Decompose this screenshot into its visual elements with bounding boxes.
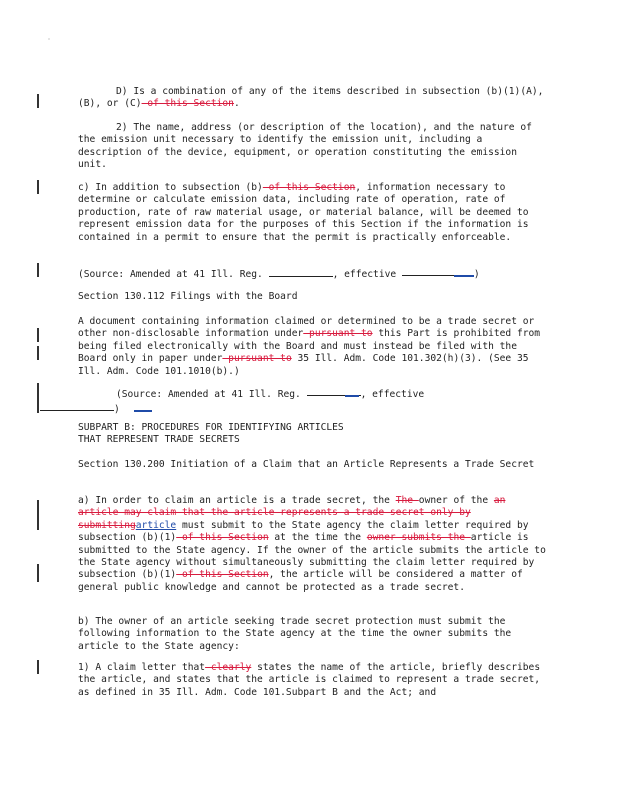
text-span: must submit to the State agency the claim letter required by subsection (b)(1) bbox=[78, 519, 529, 544]
text-span: , information necessary to determine or calculate emission data, including rate of operation, rate of production, rate of raw material usage, or material balance, will be deemed to represent emission data for the purposes of this Section if the information is contained in a permit to ensure that the permit is practically enforceable. bbox=[78, 182, 529, 243]
deleted-text: The bbox=[395, 495, 419, 506]
text-span: , effective bbox=[332, 269, 402, 280]
text-span: SUBPART B: PROCEDURES FOR IDENTIFYING ARTICLES bbox=[78, 422, 344, 433]
blank-line bbox=[269, 267, 333, 277]
revision-bar bbox=[37, 564, 39, 582]
section-heading bbox=[78, 459, 548, 471]
text-span: states the name of the article, briefly describes the article, and states that the article is claimed to represent a trade secret, as defined in 35 Ill. Adm. Code 101.Subpart B and the Act; and bbox=[78, 662, 541, 698]
blank-line bbox=[40, 401, 114, 411]
section-heading bbox=[78, 291, 548, 303]
paragraph-c bbox=[78, 182, 548, 244]
paragraph-d bbox=[78, 86, 548, 111]
text-span: (Source: Amended at 41 Ill. Reg. bbox=[116, 389, 307, 400]
text-span: (Source: Amended at 41 Ill. Reg. bbox=[78, 269, 269, 280]
revision-bar bbox=[37, 500, 39, 530]
deleted-text: owner submits the bbox=[366, 532, 471, 544]
blank-line bbox=[402, 266, 474, 276]
text-span: Section 130.112 Filings with the Board bbox=[78, 291, 298, 302]
deleted-text: pursuant to bbox=[222, 353, 292, 365]
text-span: 1) A claim letter that bbox=[78, 662, 206, 673]
revision-bar bbox=[37, 660, 39, 674]
blank-line bbox=[307, 386, 361, 396]
revision-bar bbox=[37, 346, 39, 360]
source-note bbox=[78, 386, 548, 417]
text-span: b) The owner of an article seeking trade secret protection must submit the following information to the State agency at the time the owner submits the article to the State agency: bbox=[78, 616, 512, 652]
source-note bbox=[78, 266, 548, 281]
deleted-text: of this Section bbox=[176, 569, 269, 581]
text-span: D) Is a combination of any of the items described in subsection (b)(1)(A), (B), or (C) bbox=[78, 86, 544, 110]
text-span: . bbox=[233, 98, 240, 110]
text-span: ) bbox=[114, 404, 120, 416]
text-span: 35 Ill. Adm. Code 101.302(h)(3). (See 35 Ill. Adm. Code 101.1010(b).) bbox=[78, 353, 529, 377]
scan-speck bbox=[48, 38, 50, 40]
revision-bar bbox=[37, 328, 39, 342]
paragraph-a bbox=[78, 495, 548, 594]
inserted-text: article bbox=[135, 519, 177, 531]
text-span: Section 130.200 Initiation of a Claim that an Article Represents a Trade Secret bbox=[78, 459, 535, 470]
text-span: 2) The name, address (or description of the location), and the nature of the emission unit necessary to identify the emission unit, including a description of the device, equipment, or operation constituting the emission unit. bbox=[78, 122, 532, 171]
text-span: THAT REPRESENT TRADE SECRETS bbox=[78, 434, 240, 446]
revision-bar bbox=[37, 180, 39, 194]
revision-bar bbox=[37, 263, 39, 277]
revision-bar bbox=[37, 94, 39, 108]
deleted-text: of this Section bbox=[262, 182, 356, 193]
deleted-text: of this Section bbox=[141, 98, 234, 110]
subpart-heading bbox=[78, 422, 548, 447]
paragraph-filings bbox=[78, 316, 548, 378]
text-span: a) In order to claim an article is a trade secret, the bbox=[78, 495, 396, 506]
text-span: , effective bbox=[360, 389, 425, 400]
text-span: , the article will be considered a matter of general public knowledge and cannot be protected as a trade secret. bbox=[78, 569, 523, 593]
revision-bar bbox=[37, 383, 39, 413]
text-span: at the time the bbox=[268, 532, 367, 544]
paragraph-b bbox=[78, 616, 548, 653]
text-span: A document containing information claimed or determined to be a trade secret or other non-disclosable information under bbox=[78, 316, 535, 340]
text-span: this Part is prohibited from being filed electronically with the Board and must instead be filed with the Board only in paper under bbox=[78, 328, 541, 365]
text-span: ) bbox=[473, 269, 480, 280]
text-span: c) In addition to subsection (b) bbox=[78, 182, 263, 193]
paragraph-2 bbox=[78, 122, 548, 172]
deleted-text: an article may claim that the article represents a trade secret only by submitting bbox=[78, 495, 506, 531]
text-span: article is submitted to the State agency. If the owner of the article submits the article to the State agency without simultaneously submitting the claim letter required by subsection (b)(1) bbox=[78, 532, 546, 581]
deleted-text: of this Section bbox=[176, 532, 269, 544]
text-span: owner of the bbox=[418, 495, 494, 506]
deleted-text: pursuant to bbox=[303, 328, 373, 340]
deleted-text: clearly bbox=[205, 662, 252, 673]
paragraph-1 bbox=[78, 662, 548, 699]
